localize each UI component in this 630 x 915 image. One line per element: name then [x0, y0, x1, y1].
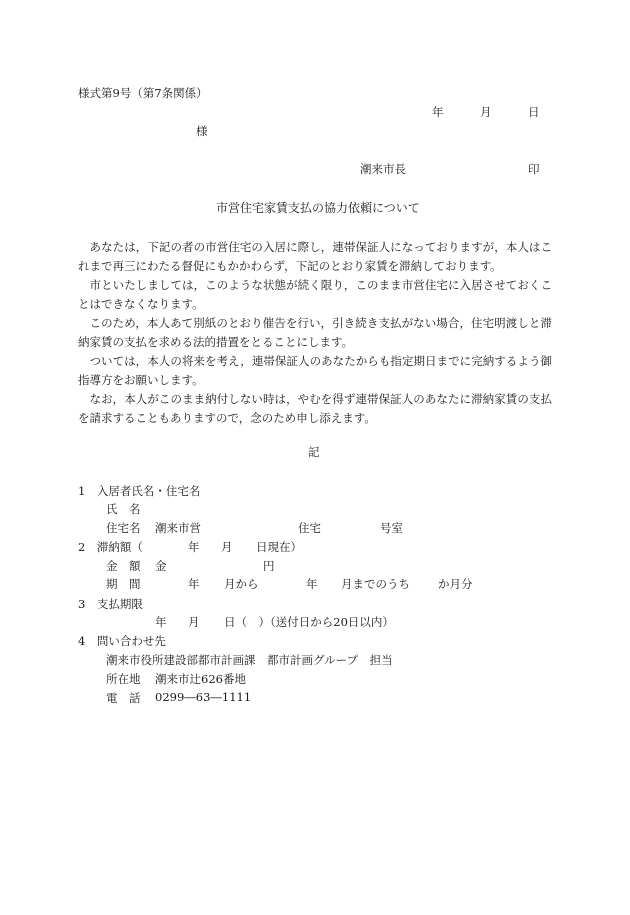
ki-marker: 記 [308, 445, 320, 459]
item4-heading: 4 問い合わせ先 [78, 634, 166, 648]
item1-room-suffix: 号室 [380, 521, 403, 535]
item2-year: 年 [188, 540, 200, 554]
date-year-label: 年 [432, 105, 444, 119]
item4-address-value: 潮来市辻626番地 [155, 672, 246, 686]
item2-months-count: か月分 [438, 577, 473, 591]
item1-heading: 1 入居者氏名・住宅名 [78, 484, 201, 498]
item1-name-label: 氏 名 [106, 502, 141, 516]
seal-mark: 印 [528, 162, 540, 176]
body-paragraph: なお，本人がこのまま納付しない時は，やむを得ず連帯保証人のあなたに滞納家賃の支払を請求することもありますので，念のため申し添えます。 [78, 392, 552, 425]
sender-name: 潮来市長 [360, 162, 406, 176]
item2-from-month: 月から [224, 577, 259, 591]
item2-to-month: 月までのうち [341, 577, 410, 591]
body-paragraph: このため，本人あて別紙のとおり催告を行い，引き続き支払がない場合，住宅明渡しと滞納家賃の支払を求める法的措置をとることにします。 [78, 316, 552, 349]
item4-address-label: 所在地 [106, 672, 141, 686]
item3-year: 年 [155, 615, 167, 629]
item2-period-label: 期 間 [106, 577, 141, 591]
date-month-label: 月 [480, 105, 492, 119]
item2-to-year: 年 [306, 577, 318, 591]
item3-heading: 3 支払期限 [78, 597, 143, 611]
item3-day: 日（ ）（送付日から20日以内） [224, 615, 394, 629]
item2-yen: 円 [263, 559, 275, 573]
item4-phone-label: 電 話 [106, 691, 141, 705]
body-paragraph: 市といたしましては，このような状態が続く限り，このまま市営住宅に入居させておくことはできなくなります。 [78, 278, 552, 311]
item2-amount-label: 金 額 [106, 559, 141, 573]
body-paragraph: ついては，本人の将来を考え，連帯保証人のあなたからも指定期日までに完納するよう御指導方をお願いします。 [78, 354, 552, 387]
item1-house-suffix: 住宅 [298, 521, 321, 535]
item2-as-of: 日現在） [256, 540, 302, 554]
addressee-suffix: 様 [196, 124, 208, 138]
item2-amount-prefix: 金 [155, 559, 167, 573]
form-number: 様式第9号（第7条関係） [78, 86, 208, 100]
item2-heading: 2 滞納額（ [78, 540, 143, 554]
date-day-label: 日 [528, 105, 540, 119]
item1-house-value: 潮来市営 [155, 521, 201, 535]
item2-month: 月 [221, 540, 233, 554]
body-paragraph: あなたは，下記の者の市営住宅の入居に際し，連帯保証人になっておりますが，本人はこれまで再三にわたる督促にもかかわらず，下記のとおり家賃を滞納しております。 [78, 240, 552, 273]
item1-house-label: 住宅名 [106, 521, 141, 535]
item2-from-year: 年 [188, 577, 200, 591]
document-title: 市営住宅家賃支払の協力依頼について [216, 201, 420, 215]
item3-month: 月 [188, 615, 200, 629]
item4-phone-value: 0299―63―1111 [155, 690, 252, 704]
item4-department: 潮来市役所建設部都市計画課 都市計画グループ 担当 [106, 653, 393, 667]
